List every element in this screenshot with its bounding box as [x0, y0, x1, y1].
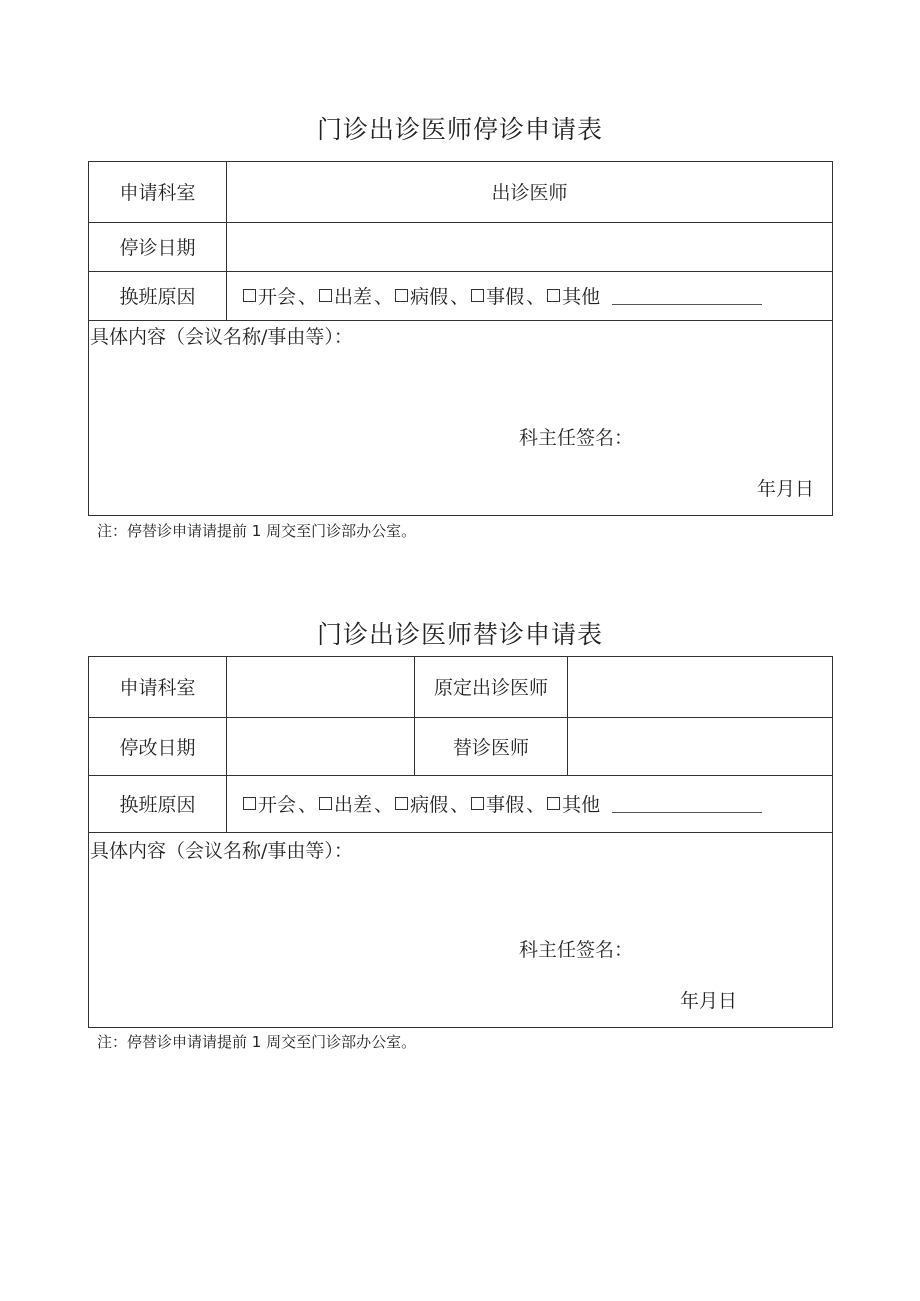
form2-dept-label: 申请科室 — [119, 677, 196, 699]
form2-dept-field[interactable] — [227, 656, 414, 717]
other-reason-blank[interactable] — [612, 286, 762, 305]
form1-date-sign: 年月日 — [757, 478, 815, 500]
checkbox-icon[interactable] — [319, 797, 332, 810]
checkbox-icon[interactable] — [395, 797, 408, 810]
checkbox-icon[interactable] — [471, 289, 484, 302]
other-reason-blank[interactable] — [612, 794, 762, 813]
separator: 、 — [526, 794, 546, 816]
reason-option-meeting[interactable]: 开会 — [243, 282, 296, 309]
form2-details-label: 具体内容（会议名称/事由等）： — [90, 840, 353, 862]
form1-signature-label: 科主任签名： — [519, 427, 634, 449]
form1-title: 门诊出诊医师停诊申请表 — [316, 115, 603, 144]
form1-reason-label: 换班原因 — [119, 286, 196, 308]
form1-row-divider — [88, 320, 833, 321]
separator: 、 — [298, 794, 318, 816]
checkbox-icon[interactable] — [243, 289, 256, 302]
form2-note: 注：停替诊申请请提前 1 周交至门诊部办公室。 — [97, 1033, 417, 1051]
separator: 、 — [450, 286, 470, 308]
reason-option-other[interactable]: 其他 — [547, 282, 600, 309]
form1-date-field[interactable] — [227, 222, 832, 271]
checkbox-icon[interactable] — [243, 797, 256, 810]
reason-option-other[interactable]: 其他 — [547, 790, 600, 817]
form1-details-label: 具体内容（会议名称/事由等）： — [90, 326, 353, 348]
separator: 、 — [374, 794, 394, 816]
reason-option-meeting[interactable]: 开会 — [243, 790, 296, 817]
form2-date-field[interactable] — [227, 717, 414, 775]
checkbox-icon[interactable] — [319, 289, 332, 302]
separator: 、 — [298, 286, 318, 308]
reason-option-personal-leave[interactable]: 事假 — [471, 282, 524, 309]
form2-orig-doctor-field[interactable] — [568, 656, 832, 717]
form2-date-label: 停改日期 — [119, 736, 196, 759]
form2-date-sign: 年月日 — [680, 990, 738, 1012]
checkbox-icon[interactable] — [547, 289, 560, 302]
form2-title: 门诊出诊医师替诊申请表 — [316, 620, 603, 649]
form2-signature-label: 科主任签名： — [519, 939, 634, 961]
reason-option-sick-leave[interactable]: 病假 — [395, 790, 448, 817]
reason-option-personal-leave[interactable]: 事假 — [471, 790, 524, 817]
form2-reason-label: 换班原因 — [119, 794, 196, 816]
form2-row-divider — [88, 832, 833, 833]
form2-reason-options — [243, 775, 762, 832]
form2-sub-doctor-field[interactable] — [568, 717, 832, 775]
form2-sub-doctor-label: 替诊医师 — [452, 736, 529, 759]
form2-orig-doctor-label: 原定出诊医师 — [433, 677, 548, 699]
form1-date-label: 停诊日期 — [119, 237, 196, 259]
form1-note: 注：停替诊申请请提前 1 周交至门诊部办公室。 — [97, 522, 417, 540]
form1-dept-label: 申请科室 — [119, 182, 196, 204]
checkbox-icon[interactable] — [471, 797, 484, 810]
separator: 、 — [526, 286, 546, 308]
reason-option-sick-leave[interactable]: 病假 — [395, 282, 448, 309]
checkbox-icon[interactable] — [547, 797, 560, 810]
separator: 、 — [374, 286, 394, 308]
separator: 、 — [450, 794, 470, 816]
reason-option-business-trip[interactable]: 出差 — [319, 790, 372, 817]
reason-option-business-trip[interactable]: 出差 — [319, 282, 372, 309]
checkbox-icon[interactable] — [395, 289, 408, 302]
form1-reason-options — [243, 271, 762, 320]
form1-doctor-label: 出诊医师 — [491, 182, 568, 204]
